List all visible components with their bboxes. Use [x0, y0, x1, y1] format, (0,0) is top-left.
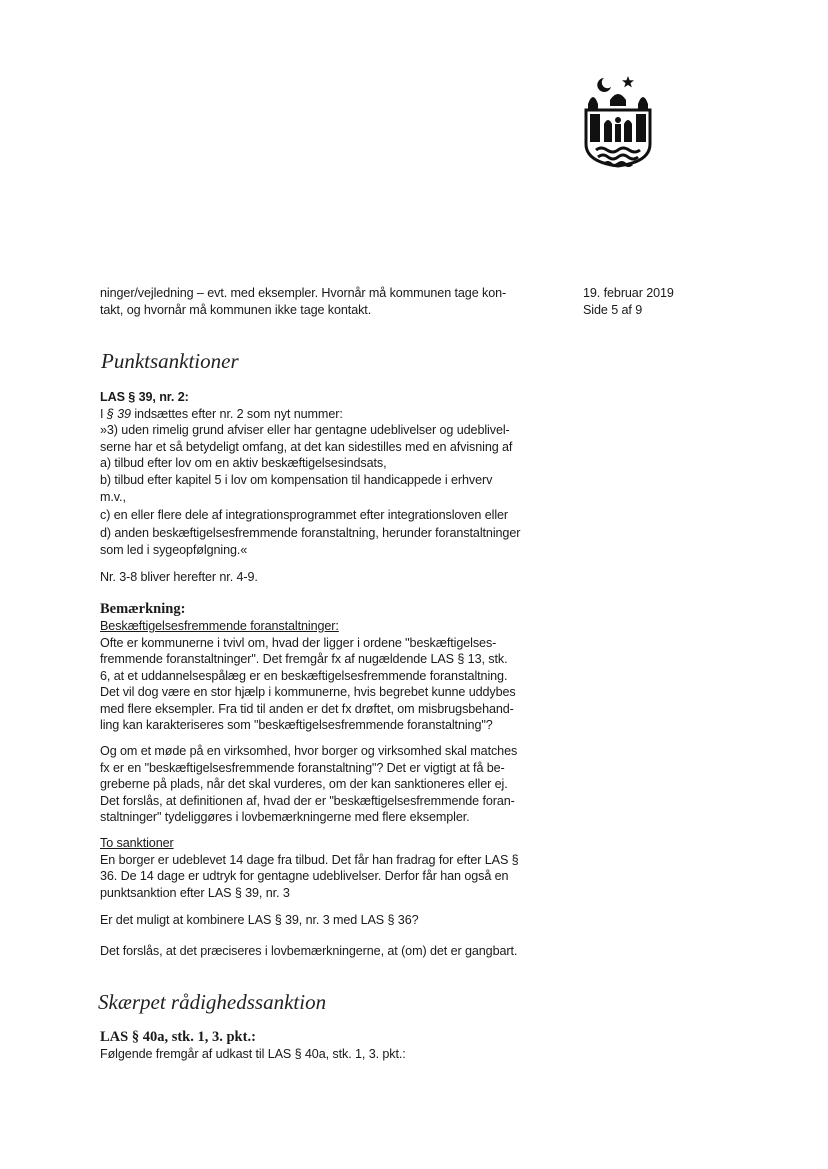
insert-instruction: I § 39 indsættes efter nr. 2 som nyt nummer: [100, 406, 343, 421]
section-heading-skaerpet: Skærpet rådighedssanktion [98, 990, 327, 1014]
document-meta [583, 285, 674, 318]
remark-para-2: Og om et møde på en virksomhed, hvor borger og virksomhed skal matches fx er en "beskæftigelsesfremmende foranstaltning"? Det er vigtigt at få be- greberne på plads, når det skal vurderes, om der kan sanktioneres eller ej. Det forslås, at definitionen af, hvad der er "beskæftigelsesfremmende foran- staltninger" tydeliggøres i lovbemærkningerne med flere eksempler. [100, 744, 518, 824]
section-heading-punktsanktioner: Punktsanktioner [101, 349, 239, 373]
remark-para-1: Beskæftigelsesfremmende foranstaltninger: Ofte er kommunerne i tvivl om, hvad der ligger i ordene "beskæftigelses- fremmende foranstaltninger". Det fremgår fx af nugældende LAS § 13, stk. 6, at et uddannelsespålæg er en beskæftigelsesfremmende foranstaltning. Det vil dog være en stor hjælp i kommunerne, hvis begrebet kunne uddybes med flere eksempler. Fra tid til anden er det fx drøftet, om misbrugsbehand- ling kan karakteriseres som "beskæftigelsesfremmende foranstaltning"? [100, 619, 516, 732]
las-39-heading: LAS § 39, nr. 2: [100, 390, 189, 404]
las-39-block: LAS § 39, nr. 2: I § 39 indsættes efter nr. 2 som nyt nummer: »3) uden rimelig grund afviser eller har gentagne udeblivelser og udeblivel- serne har et så betydeligt omfang, at det kan sidestilles med en afvisning af a) tilbud efter lov om en aktiv beskæftigelsesindsats, [100, 390, 513, 470]
question-line: Er det muligt at kombinere LAS § 39, nr. 3 med LAS § 36? [100, 913, 419, 927]
item-b: b) tilbud efter kapitel 5 i lov om kompensation til handicappede i erhverv m.v., [100, 473, 493, 504]
remark-subheading: Beskæftigelsesfremmende foranstaltninger: [100, 619, 339, 633]
las-40a-text: Følgende fremgår af udkast til LAS § 40a, stk. 1, 3. pkt.: [100, 1047, 406, 1061]
intro-paragraph: ninger/vejledning – evt. med eksempler. Hvornår må kommunen tage kon- takt, og hvornår må kommunen ikke tage kontakt. [100, 286, 507, 317]
proposal-line: Det forslås, at det præciseres i lovbemærkningerne, at (om) det er gangbart. [100, 944, 518, 958]
two-sanctions-heading: To sanktioner [100, 836, 174, 850]
remark-heading: Bemærkning: [100, 601, 186, 617]
document-date: 19. februar 2019 [583, 286, 674, 300]
two-sanctions-block: To sanktioner En borger er udeblevet 14 dage fra tilbud. Det får han fradrag for efter LAS § 36. De 14 dage er udtryk for gentagne udeblivelser. Derfor får han også en punktsanktion efter LAS § 39, nr. 3 [100, 836, 519, 900]
aarhus-crest-logo [582, 74, 654, 178]
las-40a-heading: LAS § 40a, stk. 1, 3. pkt.: [100, 1029, 256, 1045]
item-d: d) anden beskæftigelsesfremmende foranstaltning, herunder foranstaltninger som led i sygeopfølgning.« [100, 526, 521, 557]
item-c: c) en eller flere dele af integrationsprogrammet efter integrationsloven eller [100, 508, 509, 522]
page-number: Side 5 af 9 [583, 302, 643, 317]
renumber-note: Nr. 3-8 bliver herefter nr. 4-9. [100, 570, 258, 584]
